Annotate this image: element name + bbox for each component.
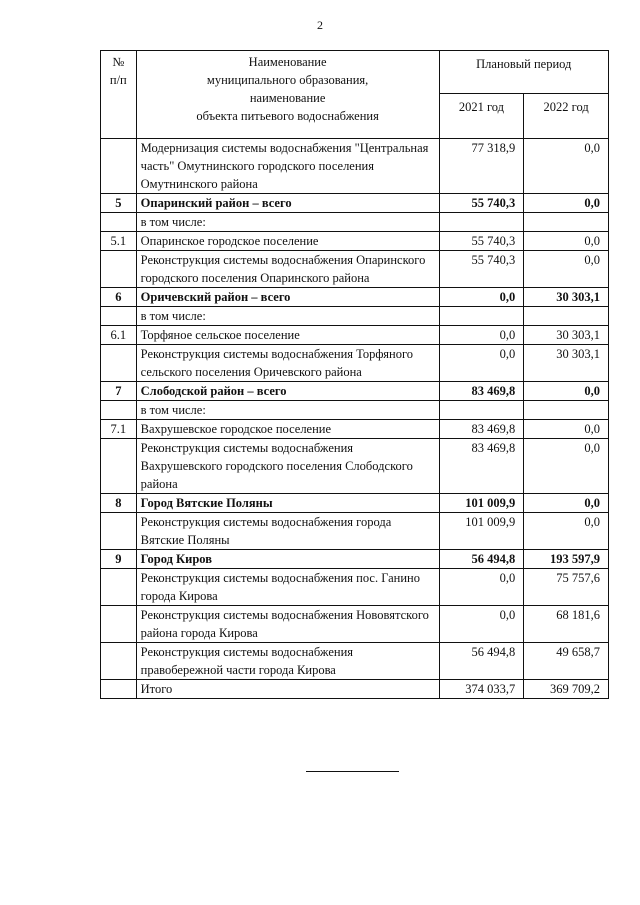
table-row-total: [101, 288, 609, 307]
row-name: Реконструкция системы водоснабжения Опаринского городского поселения Опаринского района: [136, 251, 439, 288]
row-number: 8: [101, 494, 137, 513]
row-number: [101, 643, 137, 680]
row-value-2021: 0,0: [439, 606, 524, 643]
row-number: [101, 251, 137, 288]
row-value-2022: 0,0: [524, 139, 609, 194]
row-value-2021: 83 469,8: [439, 420, 524, 439]
table-row: [101, 139, 609, 194]
row-number: [101, 401, 137, 420]
table-row: [101, 232, 609, 251]
row-number: [101, 213, 137, 232]
row-number: 6.1: [101, 326, 137, 345]
row-number: [101, 513, 137, 550]
header-year-2021: 2021 год: [439, 94, 524, 139]
row-value-2022: 193 597,9: [524, 550, 609, 569]
row-value-2022: 30 303,1: [524, 288, 609, 307]
header-name: Наименование муниципального образования, наименование объекта питьевого водоснабжения: [136, 51, 439, 139]
row-number: [101, 606, 137, 643]
row-value-2021: 0,0: [439, 326, 524, 345]
row-value-2022: [524, 307, 609, 326]
row-name: Итого: [136, 680, 439, 699]
table-row: [101, 643, 609, 680]
table-row: [101, 401, 609, 420]
header-num: № п/п: [101, 51, 137, 139]
row-value-2021: 0,0: [439, 569, 524, 606]
row-value-2021: 83 469,8: [439, 382, 524, 401]
table-row: [101, 326, 609, 345]
table-row: [101, 513, 609, 550]
header-period: Плановый период: [439, 51, 608, 94]
table-row: [101, 345, 609, 382]
row-value-2021: 374 033,7: [439, 680, 524, 699]
header-year-2022: 2022 год: [524, 94, 609, 139]
row-number: 6: [101, 288, 137, 307]
table-row-total: [101, 194, 609, 213]
table-row: [101, 680, 609, 699]
table-row: [101, 251, 609, 288]
page-number: 2: [317, 18, 323, 32]
row-value-2021: 77 318,9: [439, 139, 524, 194]
row-number: 5.1: [101, 232, 137, 251]
row-value-2022: 49 658,7: [524, 643, 609, 680]
row-value-2022: 75 757,6: [524, 569, 609, 606]
row-name: Вахрушевское городское поселение: [136, 420, 439, 439]
water-supply-table: [100, 50, 609, 699]
table-row: [101, 307, 609, 326]
table-row-total: [101, 550, 609, 569]
row-value-2021: 0,0: [439, 345, 524, 382]
row-value-2022: 0,0: [524, 382, 609, 401]
row-name: Опаринский район – всего: [136, 194, 439, 213]
row-value-2021: 56 494,8: [439, 550, 524, 569]
table-row: [101, 569, 609, 606]
row-value-2021: 55 740,3: [439, 194, 524, 213]
row-name: Оричевский район – всего: [136, 288, 439, 307]
row-name: Модернизация системы водоснабжения "Центральная часть" Омутнинского городского поселения Омутнинского района: [136, 139, 439, 194]
row-value-2022: [524, 213, 609, 232]
row-value-2021: 101 009,9: [439, 513, 524, 550]
row-value-2021: 55 740,3: [439, 232, 524, 251]
row-value-2021: [439, 401, 524, 420]
row-value-2021: 56 494,8: [439, 643, 524, 680]
end-divider-line: [306, 771, 399, 772]
row-number: 5: [101, 194, 137, 213]
row-name: в том числе:: [136, 213, 439, 232]
row-value-2022: 30 303,1: [524, 345, 609, 382]
row-name: Реконструкция системы водоснабжения Нововятского района города Кирова: [136, 606, 439, 643]
row-name: Город Киров: [136, 550, 439, 569]
row-value-2022: 0,0: [524, 232, 609, 251]
row-name: Опаринское городское поселение: [136, 232, 439, 251]
table-row: [101, 213, 609, 232]
row-name: Реконструкция системы водоснабжения города Вятские Поляны: [136, 513, 439, 550]
row-number: [101, 680, 137, 699]
row-name: Город Вятские Поляны: [136, 494, 439, 513]
row-name: Реконструкция системы водоснабжения правобережной части города Кирова: [136, 643, 439, 680]
row-value-2022: 369 709,2: [524, 680, 609, 699]
row-value-2021: [439, 213, 524, 232]
row-value-2022: 30 303,1: [524, 326, 609, 345]
table-row-total: [101, 494, 609, 513]
row-name: в том числе:: [136, 307, 439, 326]
row-name: Слободской район – всего: [136, 382, 439, 401]
row-value-2022: 0,0: [524, 439, 609, 494]
row-value-2021: 83 469,8: [439, 439, 524, 494]
row-number: 7.1: [101, 420, 137, 439]
row-number: [101, 139, 137, 194]
row-value-2021: 101 009,9: [439, 494, 524, 513]
row-number: [101, 307, 137, 326]
row-value-2022: 0,0: [524, 513, 609, 550]
row-value-2022: 0,0: [524, 251, 609, 288]
table-row: [101, 439, 609, 494]
row-number: 7: [101, 382, 137, 401]
table-row: [101, 420, 609, 439]
row-value-2022: 0,0: [524, 494, 609, 513]
table-row: [101, 606, 609, 643]
row-name: Реконструкция системы водоснабжения Торфяного сельского поселения Оричевского района: [136, 345, 439, 382]
row-value-2022: 68 181,6: [524, 606, 609, 643]
table-row-total: [101, 382, 609, 401]
row-name: Торфяное сельское поселение: [136, 326, 439, 345]
row-name: Реконструкция системы водоснабжения Вахрушевского городского поселения Слободского района: [136, 439, 439, 494]
row-name: Реконструкция системы водоснабжения пос. Ганино города Кирова: [136, 569, 439, 606]
row-value-2021: 0,0: [439, 288, 524, 307]
row-value-2021: 55 740,3: [439, 251, 524, 288]
row-number: 9: [101, 550, 137, 569]
row-value-2022: 0,0: [524, 420, 609, 439]
row-number: [101, 345, 137, 382]
row-number: [101, 439, 137, 494]
row-number: [101, 569, 137, 606]
row-value-2021: [439, 307, 524, 326]
row-name: в том числе:: [136, 401, 439, 420]
row-value-2022: 0,0: [524, 194, 609, 213]
row-value-2022: [524, 401, 609, 420]
table-body: [101, 139, 609, 699]
